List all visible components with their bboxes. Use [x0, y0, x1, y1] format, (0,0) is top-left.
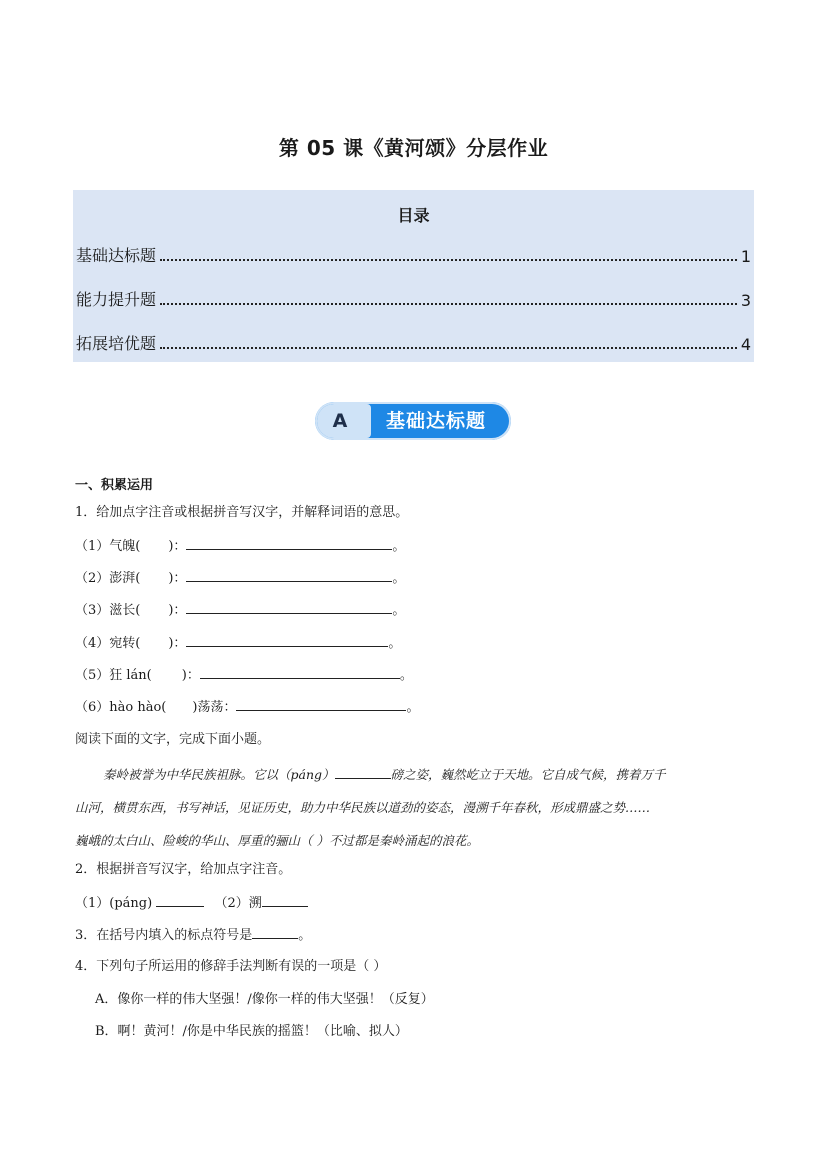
page-title: 第 05 课《黄河颂》分层作业: [278, 136, 549, 160]
answer-blank[interactable]: [186, 601, 392, 614]
q1-item: [75, 698, 419, 717]
table-of-contents: [73, 190, 754, 362]
passage-text: 秦岭被誉为中华民族祖脉。它以（páng）: [103, 767, 335, 782]
question-2-answers: [75, 894, 308, 913]
q1-item: [75, 569, 405, 588]
q3-end: 。: [298, 928, 312, 943]
q1-item-end: 。: [388, 636, 402, 651]
section-badge: [315, 402, 511, 440]
passage-line: [75, 758, 755, 791]
section-heading: 一、积累运用: [75, 478, 154, 493]
answer-blank[interactable]: [140, 602, 168, 614]
q1-item-mid: )：: [168, 603, 187, 618]
toc-item-label: 拓展培优题: [76, 334, 157, 353]
q1-item: [75, 634, 401, 653]
answer-blank[interactable]: [236, 698, 406, 711]
toc-heading: 目录: [397, 206, 430, 225]
answer-blank[interactable]: [200, 666, 400, 679]
question-1-stem: 1．给加点字注音或根据拼音写汉字，并解释词语的意思。: [75, 505, 409, 520]
toc-item-label: 能力提升题: [76, 290, 157, 309]
q1-item-end: 。: [399, 668, 413, 683]
passage-line: 山河，横贯东西，书写神话，见证历史，助力中华民族以道劲的姿态，漫溯千年春秋，形成鼎盛之势……: [75, 800, 651, 815]
q1-item: [75, 537, 405, 556]
answer-blank[interactable]: [166, 699, 192, 711]
toc-leader: [160, 346, 737, 349]
q2-part-b: （2）溯: [214, 896, 262, 911]
q4-option-a[interactable]: A．像你一样的伟大坚强！/像你一样的伟大坚强！（反复）: [95, 992, 434, 1007]
toc-item[interactable]: [76, 242, 751, 266]
answer-blank[interactable]: [335, 766, 391, 779]
toc-leader: [160, 302, 737, 305]
badge-letter: A: [332, 410, 348, 432]
answer-blank[interactable]: [156, 894, 204, 907]
answer-blank[interactable]: [186, 537, 392, 550]
q1-item: [75, 601, 405, 620]
answer-blank[interactable]: [186, 569, 392, 582]
q1-item-prefix: （1）气魄(: [75, 539, 141, 554]
question-3: [75, 926, 311, 945]
q1-item-mid: )：: [168, 539, 187, 554]
answer-blank[interactable]: [262, 894, 308, 907]
q1-item-prefix: （3）滋长(: [75, 603, 141, 618]
q1-item-mid: )：: [181, 668, 200, 683]
q1-item-end: 。: [392, 539, 406, 554]
answer-blank[interactable]: [140, 635, 168, 647]
answer-blank[interactable]: [140, 538, 168, 550]
q1-item: [75, 666, 413, 685]
q1-item-mid: )荡荡：: [192, 700, 237, 715]
q2-part-a: （1）(páng): [75, 896, 153, 911]
q1-item-prefix: （5）狂 lán(: [75, 668, 152, 683]
reading-passage: [75, 758, 755, 857]
toc-item-page: 3: [740, 291, 751, 310]
toc-leader: [160, 258, 737, 261]
answer-blank[interactable]: [140, 570, 168, 582]
passage-line: 巍峨的太白山、险峻的华山、厚重的骊山（ ）不过都是秦岭涌起的浪花。: [75, 833, 479, 848]
question-2-stem: 2．根据拼音写汉字，给加点字注音。: [75, 862, 292, 877]
toc-item-label: 基础达标题: [76, 246, 157, 265]
q1-item-end: 。: [406, 700, 420, 715]
badge-label: 基础达标题: [385, 410, 486, 432]
q3-stem: 3．在括号内填入的标点符号是: [75, 928, 253, 943]
toc-item[interactable]: [76, 286, 751, 310]
q1-item-mid: )：: [168, 571, 187, 586]
toc-item[interactable]: [76, 330, 751, 354]
passage-text: 磅之姿，巍然屹立于天地。它自成气候，携着万千: [390, 767, 666, 782]
answer-blank[interactable]: [152, 667, 182, 679]
q1-item-prefix: （6）hào hào(: [75, 700, 167, 715]
toc-item-page: 4: [740, 335, 751, 354]
q4-option-b[interactable]: B．啊！黄河！/你是中华民族的摇篮！（比喻、拟人）: [95, 1024, 408, 1039]
toc-item-page: 1: [740, 247, 751, 266]
answer-blank[interactable]: [186, 634, 388, 647]
q1-item-prefix: （4）宛转(: [75, 636, 141, 651]
q1-item-mid: )：: [168, 636, 187, 651]
question-4-stem: 4．下列句子所运用的修辞手法判断有误的一项是（ ）: [75, 959, 387, 974]
q1-item-prefix: （2）澎湃(: [75, 571, 141, 586]
q1-item-end: 。: [392, 603, 406, 618]
reading-intro: 阅读下面的文字，完成下面小题。: [75, 732, 271, 747]
answer-blank[interactable]: [252, 926, 298, 939]
q1-item-end: 。: [392, 571, 406, 586]
